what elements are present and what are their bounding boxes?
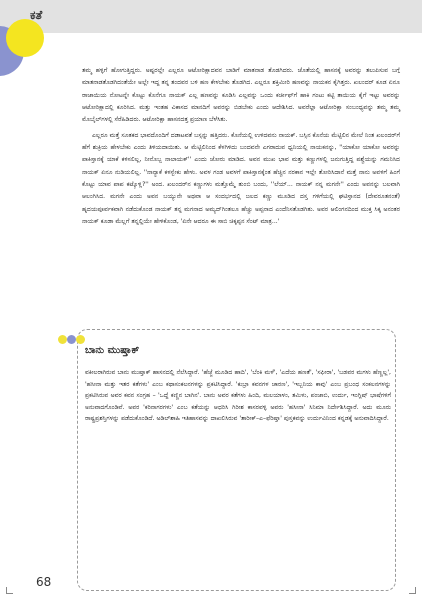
crop-mark-bottom-right — [409, 587, 416, 594]
story-paragraph-1: ತಮ್ಮ ಹಳ್ಳಿಗೆ ಹೋಗುತ್ತಿದ್ದರು. ಅಷ್ಟರಲ್ಲೇ ಎಲ್ಲರೂ ಆಟೋರಿಕ್ಷಾದವನ ಬಾಡಿಗೆ ಮಾತನಾಡ ತೊಡಗಿದರು. ಜೊತೆಯಲ್ಲಿ ಹಾಸನಕ್ಕೆ ಅವರನ್ನು ತಲುಪಿಸುವ ಬಗ್ಗೆ ಮಾತನಾಡತೊಡಗಿದಂತೆಯೇ ಅಲ್ಲೇ ಇದ್ದ ತನ್ನ ತಂದವರ ಬಳಿ ಹಣ ಕೇಳಬೇಕು ತೊಡಗಿದ. ಎಲ್ಲರೂ ಶಕ್ತಿಮೀರಿ ಹಣವನ್ನು ನಾಯಕನ ಕೈಗಿತ್ತರು. ಖಲಂದರ್ ಕೂಡ ಏನೂ ರಾಜಾಯಿಯ ನೋಟನ್ನೇ ಕೊಟ್ಟು ಕೊನೆಗೂ ನಾಯಕ್ ಎಲ್ಲ ಹಣವನ್ನು ಕೂಡಿಸಿ ಎಲ್ಲವನ್ನು ಒಂದು ಕರ್ಚೀಫ್‌ಗೆ ಹಾಕಿ ಗಂಟು ಕಟ್ಟಿ ತಾಯಿಯ ಕೈಗೆ ಇಟ್ಟು ಅವರನ್ನು ಆಟೋರಿಕ್ಷಾದಲ್ಲಿ ಕೂರಿಸಿದ. ಮತ್ತು ಇಂತಹ ವಿಕಾಸದ ಮಾನದಿಗೆ ಅವರನ್ನು ಬಿಡಬೇಕು ಎಂದು ಆದೇಶಿಸಿದ. ಅವರೆಲ್ಲಾ ಆಟೋರಿಕ್ಷಾ ಸಂಬಂಧ್ಯವನ್ನು ತಮ್ಮ ತಮ್ಮ ಮೊಬೈಲ್‌ಗಳಲ್ಲಿ ಸೆರೆಹಿಡಿದರು. ಆಟೋರಿಕ್ಷಾ ಹಾಸನದತ್ತ ಪ್ರಯಾಣ ಬೆಳೆಸಿತು. — [82, 67, 400, 124]
page-number: 68 — [36, 575, 52, 589]
yellow-dot-icon — [58, 335, 67, 344]
section-label: ಕತೆ — [30, 8, 43, 22]
story-paragraph-2: ಎಲ್ಲರೂ ಮತ್ತೆ ಸೂತಕದ ಭಾವದೊಂದಿಗೆ ದಡಾಟವತೆ ಬಸ್ಸನ್ನು ಹತ್ತಿದರು. ಕೊನೆಯಲ್ಲಿ ಉಳಿದವನು ನಾಯಕ್. ಬಸ್ಸಿನ ಕೊನೆಯ ಮೆಟ್ಟಿಲಿನ ಮೇಲೆ ನಿಂತ ಖಲಂದರ್‌ಗೆ ಹೆಗೆ ಶುಕ್ರಿಯ ಹೇಳಬೇಕು ಎಂದು ತಿಳಿಯದಾಯಿತು. ಆ ಮೆಟ್ಟಿಲಿನಿಂದ ಕೆಳಗಿಳಿದು ಬಂದವನೇ ಎಗರಾದುವ ಧ್ವನಿಯಲ್ಲಿ ನಾಯಕನನ್ನು, ''ಯಾಕೋ ಯಾಕೋ ಅವರನ್ನು ಪಾಕಿಸ್ತಾನಕ್ಕೆ ಯಾಕೆ ಕಳಿಸಲಿಲ್ಲ, ನೀನೊಬ್ಬ ನಾಲಾಯಕ್'' ಎಂದು ಜೋರು ಮಾಡಿದ. ಅವನ ಮುಖ ಭಾವ ಮತ್ತು ಕಣ್ಣುಗಳಲ್ಲಿ ಜನುಗುತ್ತಿದ್ದ ಪಶ್ಚೆಯನ್ನು ಗಮನಿಸಿದ ನಾಯಕ್ ಏನೂ ನುಡಿಯಲಿಲ್ಲ. ''ನಾನ್ಯಾಕೆ ಕಳಸ್ಬೇಕು ಹೇಳು. ಅವಳ ಗಂಡ ಅವಳಗೆ ಪಾಕಿಸ್ತಾನಕ್ಕೆಂತ ಹೆಚ್ಚಿನ ನರಕಾನ ಇಲ್ಲೇ ತೋರಿಸಿದಾನೆ ಮತ್ತೆ ನಾನು ಅವಳಿಗೆ ಹಿಂಗೆ ಕೊಟ್ಟು ಯಾವ ಪಾಪ ಕಟ್ಕೊಳ್ಲಿ?'' ಅಂದ. ಖಲಂದರ್‌ನ ಕಣ್ಣುಗಳು ಮತ್ತೊಮ್ಮೆ ತುಂಬಿ ಬಂದು, ''ಲೆಯ್... ನಾಯಕ್ ನನ್ನ ಮಗನೇ'' ಎಂದು ಅವನನ್ನು ಬಲವಾಗಿ ಆಲಂಗಿಸಿದ. ಮಗನೇ ಎಂದು ಅವನ ಬಯ್ಯುನೇ ಅಥವಾ ಆ ಸಂದರ್ಭದಲ್ಲಿ ಜಲದ ಕಣ್ಣು ಮೂಡಿದ ದಸ್ತ ಗಳಿಗೆಯಲ್ಲಿ ಘಟಿಸ್ತಾನದ (ದೇವರೂತನಂತೆ) ಹೃದಯಪೂರ್ವಕವಾಗಿ ನಡೆದುಕೊಂಡ ನಾಯಕ್ ತನ್ನ ಮಗನಾದ ಅಮ್ಯದ್‌ಗಿಂತಲೂ ಹೆಚ್ಚು ಅಪ್ಪನಾದ ಎಂದೆನಿಸತೊಡಗಿತು. ಅವರ ಆಲಿಂಗನದಿಂದ ಮುಕ್ತ ಸಿಕ್ಕ ಅನಂತರ ನಾಯಕ್ ಕೂಡಾ ಮೆಲ್ಲಗೆ ತನ್ನಲ್ಲಿಯೇ ಹೇಳಿಕೊಂಡ, 'ಏನೇ ಆದರೂ ಈ ಸಾಬಿ ಚಿಕ್ಕಪ್ಪನ ಸೆಂಟ್ ಮಾತ್ರ...' — [82, 131, 400, 226]
yellow-dot-icon — [76, 335, 85, 344]
author-bio-text: ವಕೀಲರಾಗಿರುವ ಬಾನು ಮುಷ್ತಾಕ್ ಹಾಸನದಲ್ಲಿ ನೆಲೆಸಿದ್ದಾರೆ. 'ಹೆಜ್ಜೆ ಮೂಡಿದ ಹಾದಿ', 'ಬೆಂಕಿ ಮಳೆ', 'ಎದೆಯ ಹಣತೆ', 'ಸಫೀರಾ', 'ಬಡವರ ಮಗಳು ಹೆಣ್ಣಲ್ಲ', 'ಹಸೀನಾ ಮತ್ತು ಇತರ ಕತೆಗಳು' ಎಂಬ ಕಥಾಸಂಕಲನಗಳನ್ನು ಪ್ರಕಟಿಸಿದ್ದಾರೆ. 'ಕುಬ್ರಾ ಕವನಗಳ ಚಾರಣ', 'ಇಬ್ಬನಿಯ ಕಾವು' ಎಂಬ ಪ್ರಬಂಧ ಸಂಕಲನಗಳನ್ನು ಪ್ರಕಟಿಸಿರುವ ಅವರ ಕವನ ಸಂಗ್ರಹ – 'ಒದ್ದೆ ಕಣ್ಣಿನ ಬಾಗಿನ'. ಬಾನು ಅವರ ಕತೆಗಳು ಹಿಂದಿ, ಮಲಯಾಳಂ, ತಮಿಳು, ಪಂಜಾಬಿ, ಉರ್ದು, ಇಂಗ್ಲಿಷ್ ಭಾಷೆಗಳಿಗೆ ಅನುವಾದಗೊಂಡಿವೆ. ಅವರ 'ಕರಿನಾಗರಗಳು' ಎಂಬ ಕತೆಯನ್ನು ಆಧರಿಸಿ ಗಿರೀಶ ಕಾಸರವಳ್ಳಿ ಅವರು 'ಹಸೀನಾ' ಸಿನಿಮಾ ನಿರ್ದೇಶಿಸಿದ್ದಾರೆ. ಅದು ಮೂರು ರಾಷ್ಟ್ರಪ್ರಶಸ್ತಿಗಳನ್ನು ಪಡೆದುಕೊಂಡಿದೆ. ಅಡಿಲ್‌ಶಾಹಿ ಇತಿಹಾಸವನ್ನು ದಾಖಲಿಸಿರುವ 'ತಾರೀಕ್–ಎ–ಫೆರಿಷ್ತಾ' ಪುಸ್ತಕವನ್ನು ಉರ್ದುವಿನಿಂದ ಕನ್ನಡಕ್ಕೆ ಅನುವಾದಿಸಿದ್ದಾರೆ. — [85, 369, 391, 423]
decorative-yellow-circle — [6, 19, 44, 57]
author-name: ಬಾನು ಮುಷ್ತಾಕ್ — [85, 345, 140, 356]
crop-mark-bottom-left — [6, 587, 13, 594]
story-body — [82, 65, 400, 231]
header-band — [0, 0, 422, 33]
blue-dot-icon — [67, 335, 76, 344]
